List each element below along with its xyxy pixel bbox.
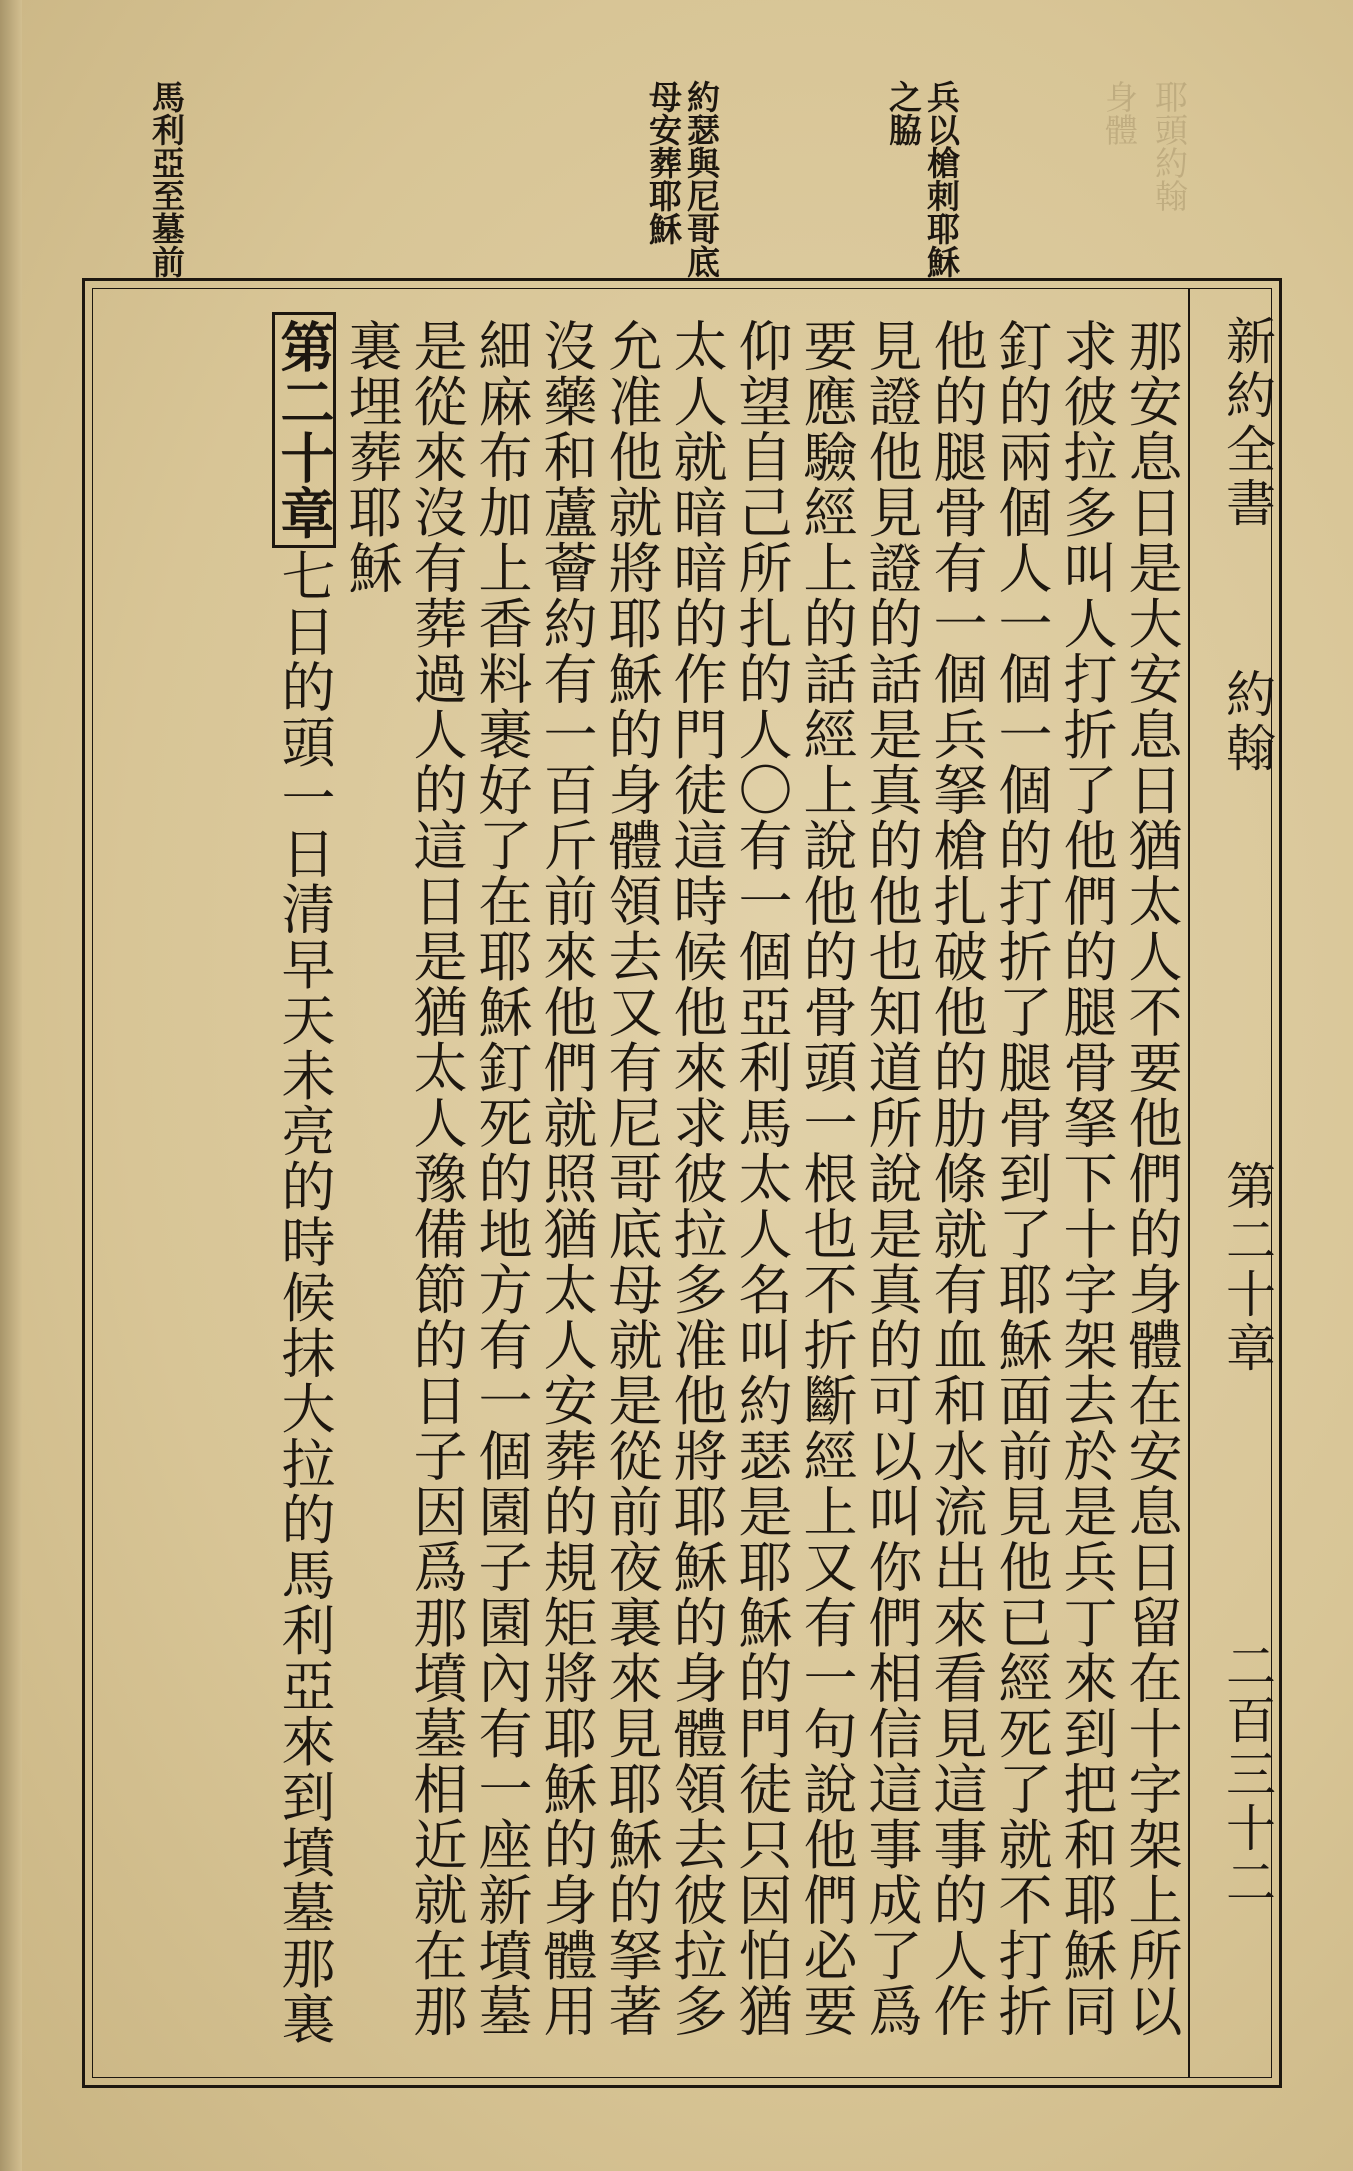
margin-note-mary: 馬利亞至墓前	[147, 80, 186, 278]
text-column-10: 沒藥和蘆薈約有一百斤前來他們就照猶太人安葬的規矩將耶穌的身體用	[535, 318, 598, 2039]
text-column-12: 是從來沒有葬過人的這日是猶太人豫備節的日子因爲那墳墓相近就在那	[405, 318, 468, 2039]
show-through-text: 身體	[1100, 80, 1139, 146]
text-column-3: 釘的兩個人一個一個的打折了腿骨到了耶穌面前見他已經死了就不打折	[990, 318, 1053, 2039]
text-column-13: 裏埋葬耶穌	[340, 318, 403, 596]
text-column-7: 仰望自己所扎的人〇有一個亞利馬太人名叫約瑟是耶穌的門徒只因怕猶	[730, 318, 793, 2039]
book-name: 約翰	[1218, 668, 1276, 776]
header-divider	[1188, 288, 1190, 2078]
chapter-heading-box: 第二十章	[272, 312, 336, 548]
page-gutter	[0, 0, 22, 2171]
text-column-2: 求彼拉多叫人打折了他們的腿骨拏下十字架去於是兵丁來到把和耶穌同	[1055, 318, 1118, 2039]
margin-note-spear: 兵以槍刺耶穌之脇	[884, 80, 961, 278]
chapter-label: 第二十章	[1218, 1160, 1276, 1376]
show-through-text: 耶頭約翰	[1150, 80, 1189, 212]
margin-note-burial: 約瑟與尼哥底母安葬耶穌	[644, 80, 721, 278]
text-column-4: 他的腿骨有一個兵拏槍扎破他的肋條就有血和水流出來看見這事的人作	[925, 318, 988, 2039]
page-number: 二百三十二	[1218, 1640, 1276, 1910]
text-column-6: 要應驗經上的話經上說他的骨頭一根也不折斷經上又有一句說他們必要	[795, 318, 858, 2039]
text-column-9: 允准他就將耶穌的身體領去又有尼哥底母就是從前夜裏來見耶穌的拏著	[600, 318, 663, 2039]
chapter-opening-text: 七日的頭一日清早天未亮的時候抹大拉的馬利亞來到墳墓那裏	[273, 548, 336, 2047]
text-column-11: 細麻布加上香料裹好了在耶穌釘死的地方有一個園子園內有一座新墳墓	[470, 318, 533, 2039]
text-column-8: 太人就暗暗的作門徒這時候他來求彼拉多准他將耶穌的身體領去彼拉多	[665, 318, 728, 2039]
book-title: 新約全書	[1218, 315, 1276, 531]
text-column-1: 那安息日是大安息日猶太人不要他們的身體在安息日留在十字架上所以	[1120, 318, 1183, 2039]
text-column-14	[272, 312, 336, 2047]
text-column-5: 見證他見證的話是真的他也知道所說是真的可以叫你們相信這事成了爲	[860, 318, 923, 2039]
